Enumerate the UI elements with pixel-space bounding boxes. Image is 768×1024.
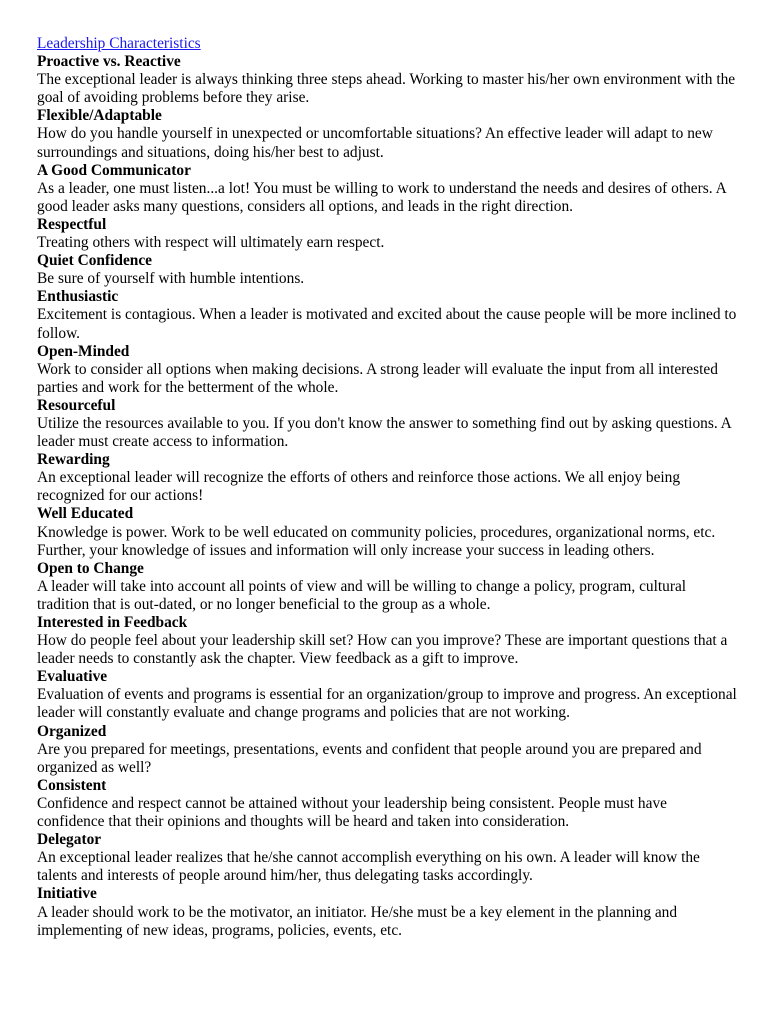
section-body: Utilize the resources available to you. If you don't know the answer to something find out by asking questions. A leader must create access to information.	[37, 414, 731, 451]
section-heading: Respectful	[37, 215, 107, 233]
section-heading: Resourceful	[37, 396, 116, 414]
section-body: How do people feel about your leadership skill set? How can you improve? These are important questions that a leader needs to constantly ask the chapter. View feedback as a gift to improve.	[37, 632, 728, 668]
document-section	[37, 107, 738, 161]
document-title-link[interactable]: Leadership Characteristics	[37, 35, 201, 52]
section-body: Are you prepared for meetings, presentations, events and confident that people around you are prepared and organized as well?	[37, 740, 702, 776]
section-body: Evaluation of events and programs is essential for an organization/group to improve and progress. An exceptional leader will constantly evaluate and change programs and policies that are not working.	[37, 686, 737, 722]
document-section	[37, 397, 738, 451]
document-section	[37, 560, 738, 614]
document-section	[37, 614, 738, 668]
section-body: A leader will take into account all points of view and will be willing to change a policy, program, cultural tradition that is out-dated, or no longer beneficial to the group as a whole.	[37, 577, 687, 613]
section-heading: Initiative	[37, 885, 97, 903]
section-body: The exceptional leader is always thinking three steps ahead. Working to master his/her own environment with the goal of avoiding problems before they arise.	[37, 71, 736, 107]
section-heading: Delegator	[37, 831, 102, 849]
document-section	[37, 252, 738, 288]
section-heading: Proactive vs. Reactive	[37, 53, 181, 71]
section-body: Knowledge is power. Work to be well educated on community policies, procedures, organizational norms, etc. Further, your knowledge of issues and information will only increase your success in leading others.	[37, 523, 716, 559]
document-section	[37, 53, 738, 107]
document-section	[37, 288, 738, 342]
section-body: Confidence and respect cannot be attained without your leadership being consistent. People must have confidence that their opinions and thoughts will be heard and taken into consideration.	[37, 794, 667, 831]
section-heading: A Good Communicator	[37, 161, 191, 179]
section-body: Be sure of yourself with humble intentions.	[37, 270, 305, 288]
section-heading: Evaluative	[37, 668, 108, 686]
section-heading: Consistent	[37, 776, 107, 794]
section-body: Excitement is contagious. When a leader is motivated and excited about the cause people will be more inclined to follow.	[37, 306, 737, 342]
section-body: Treating others with respect will ultimately earn respect.	[37, 234, 385, 252]
section-body: An exceptional leader will recognize the efforts of others and reinforce those actions. We all enjoy being recognized for our actions!	[37, 469, 681, 505]
section-heading: Open to Change	[37, 559, 144, 577]
section-heading: Open-Minded	[37, 342, 130, 360]
section-heading: Interested in Feedback	[37, 614, 188, 631]
document-section	[37, 343, 738, 397]
section-body: An exceptional leader realizes that he/she cannot accomplish everything on his own. A leader will know the talents and interests of people around him/her, thus delegating tasks accordingly.	[37, 849, 700, 885]
document-section	[37, 451, 738, 505]
document-section	[37, 668, 738, 722]
section-heading: Flexible/Adaptable	[37, 107, 162, 125]
section-heading: Rewarding	[37, 451, 110, 469]
section-body: A leader should work to be the motivator, an initiator. He/she must be a key element in the planning and implementing of new ideas, programs, policies, events, etc.	[37, 903, 678, 939]
document-section	[37, 505, 738, 559]
document-section	[37, 831, 738, 885]
document-section	[37, 162, 738, 216]
section-heading: Organized	[37, 722, 107, 740]
document-section	[37, 723, 738, 777]
section-heading: Well Educated	[37, 505, 134, 523]
section-body: Work to consider all options when making decisions. A strong leader will evaluate the input from all interested parties and work for the betterment of the whole.	[37, 360, 718, 396]
section-body: How do you handle yourself in unexpected or uncomfortable situations? An effective leader will adapt to new surroundings and situations, doing his/her best to adjust.	[37, 125, 713, 161]
section-heading: Enthusiastic	[37, 288, 119, 306]
document-section	[37, 216, 738, 252]
section-heading: Quiet Confidence	[37, 252, 152, 270]
sections-container	[37, 53, 738, 940]
document-section	[37, 885, 738, 939]
section-body: As a leader, one must listen...a lot! You must be willing to work to understand the needs and desires of others. A good leader asks many questions, considers all options, and leads in the right direction.	[37, 179, 726, 215]
document-section	[37, 777, 738, 831]
